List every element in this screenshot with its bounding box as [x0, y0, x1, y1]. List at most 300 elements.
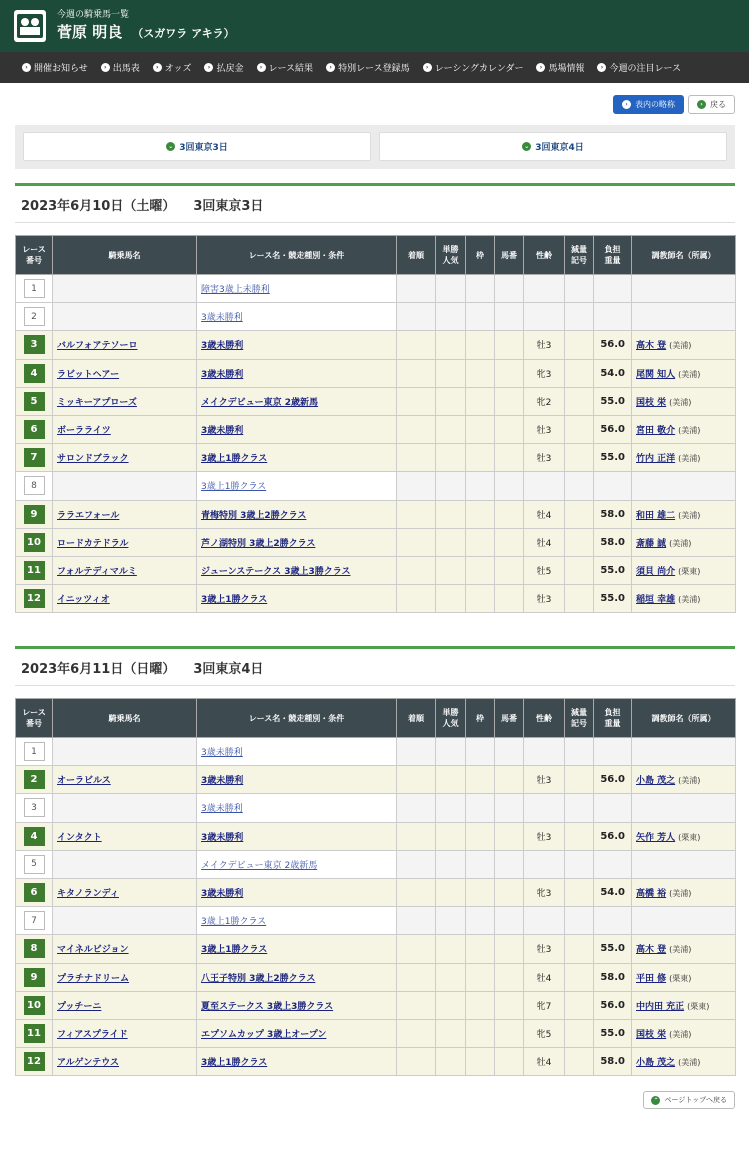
horse-link[interactable]: ミッキーアプローズ: [57, 397, 137, 408]
weight-cell: 56.0: [594, 331, 632, 359]
horse-link[interactable]: プラチナドリーム: [57, 973, 130, 984]
table-row: [16, 359, 736, 387]
race-number[interactable]: 5: [24, 392, 45, 411]
race-number[interactable]: 11: [24, 561, 45, 580]
table-row: [16, 415, 736, 443]
trainer-cell: [632, 991, 736, 1019]
sex-age-cell: 牝2: [524, 387, 565, 415]
sex-age-cell: 牡5: [524, 556, 565, 584]
race-link[interactable]: 3歳上1勝クラス: [201, 454, 268, 465]
column-header: [594, 699, 632, 738]
column-header-part: 負担: [604, 708, 621, 717]
nav-item-5[interactable]: [326, 61, 410, 74]
race-link[interactable]: 夏至ステークス 3歳上3勝クラス: [201, 1001, 334, 1012]
anchor-day-4[interactable]: [379, 132, 727, 161]
horse-link[interactable]: イニッツィオ: [57, 595, 110, 606]
race-number[interactable]: 10: [24, 533, 45, 552]
column-header-part: 記号: [571, 719, 587, 728]
empty-cell: [495, 822, 524, 850]
race-link[interactable]: 3歳上1勝クラス: [201, 482, 267, 493]
weight-loss-cell: [565, 991, 594, 1019]
race-number[interactable]: 9: [24, 505, 45, 524]
race-link[interactable]: 3歳未勝利: [201, 369, 244, 380]
day-heading: [15, 646, 735, 686]
horse-cell: [53, 303, 197, 331]
horse-cell: [53, 738, 197, 766]
sex-age-cell: 牝3: [524, 359, 565, 387]
trainer-cell: [632, 359, 736, 387]
horse-cell: [53, 472, 197, 500]
weight-loss-cell: [565, 1048, 594, 1076]
trainer-link[interactable]: 稲垣 幸雄: [636, 595, 676, 606]
day-anchor-links: [15, 125, 735, 169]
empty-cell: [466, 907, 495, 935]
trainer-affiliation: (栗東): [669, 973, 692, 983]
empty-cell: [495, 528, 524, 556]
column-header: [436, 236, 466, 275]
race-link[interactable]: メイクデビュー東京 2歳新馬: [201, 397, 319, 408]
column-header-label: 枠: [476, 713, 484, 723]
sex-age-cell: [524, 794, 565, 822]
race-link[interactable]: 障害3歳上未勝利: [201, 285, 270, 296]
nav-item-0[interactable]: [22, 61, 88, 74]
trainer-affiliation: (美浦): [678, 426, 701, 436]
race-link[interactable]: 3歳未勝利: [201, 804, 243, 815]
weight-cell: 55.0: [594, 935, 632, 963]
empty-cell: [436, 850, 466, 878]
empty-cell: [397, 738, 436, 766]
weight-cell: 56.0: [594, 822, 632, 850]
sex-age-cell: 牡3: [524, 822, 565, 850]
chevron-down-icon: ⌄: [168, 143, 174, 150]
empty-cell: [466, 991, 495, 1019]
weight-cell: 56.0: [594, 766, 632, 794]
sex-age-cell: 牡3: [524, 766, 565, 794]
race-link[interactable]: 3歳上1勝クラス: [201, 917, 267, 928]
sex-age-cell: [524, 472, 565, 500]
horse-cell: [53, 935, 197, 963]
race-cell: [197, 528, 397, 556]
horse-link[interactable]: ララエフォール: [57, 510, 120, 521]
race-link[interactable]: 3歳上1勝クラス: [201, 595, 268, 606]
trainer-link[interactable]: 高橋 裕: [636, 889, 667, 900]
race-number[interactable]: 12: [24, 1052, 45, 1071]
race-link[interactable]: 3歳未勝利: [201, 426, 244, 437]
nav-item-3[interactable]: [204, 61, 243, 74]
empty-cell: [466, 303, 495, 331]
horse-cell: [53, 585, 197, 613]
trainer-link[interactable]: 国枝 栄: [636, 397, 667, 408]
empty-cell: [397, 991, 436, 1019]
empty-cell: [466, 556, 495, 584]
horse-link[interactable]: キタノランディ: [57, 889, 119, 900]
race-cell: [197, 472, 397, 500]
column-header-label: レース名・競走種別・条件: [248, 713, 345, 723]
race-cell: [197, 500, 397, 528]
nav-item-label: 払戻金: [216, 64, 244, 74]
empty-cell: [495, 359, 524, 387]
race-link[interactable]: 3歳未勝利: [201, 776, 244, 787]
race-number[interactable]: 2: [24, 770, 45, 789]
race-table: [15, 235, 736, 613]
weight-cell: [594, 738, 632, 766]
empty-cell: [436, 415, 466, 443]
table-row: [16, 766, 736, 794]
empty-cell: [397, 822, 436, 850]
trainer-link[interactable]: 須貝 尚介: [636, 566, 676, 577]
empty-cell: [397, 585, 436, 613]
race-link[interactable]: 3歳未勝利: [201, 889, 244, 900]
table-row: [16, 991, 736, 1019]
empty-cell: [495, 907, 524, 935]
column-header: [197, 236, 397, 275]
race-number[interactable]: 3: [24, 798, 45, 817]
trainer-link[interactable]: 小島 茂之: [636, 776, 676, 787]
horse-cell: [53, 822, 197, 850]
horse-cell: [53, 907, 197, 935]
race-number[interactable]: 5: [24, 855, 45, 874]
trainer-affiliation: (栗東): [678, 566, 701, 576]
table-row: [16, 850, 736, 878]
race-cell: [197, 907, 397, 935]
table-row: [16, 1048, 736, 1076]
trainer-link[interactable]: 宮田 敬介: [636, 426, 676, 437]
column-header-label: 馬番: [501, 250, 517, 260]
empty-cell: [466, 1019, 495, 1047]
nav-item-6[interactable]: [423, 61, 524, 74]
column-header-part: 記号: [571, 256, 587, 265]
horse-link[interactable]: バルフォアテソーロ: [57, 341, 138, 352]
race-link[interactable]: 3歳未勝利: [201, 748, 243, 759]
nav-item-1[interactable]: [101, 61, 140, 74]
anchor-day-3[interactable]: [23, 132, 371, 161]
horse-cell: [53, 991, 197, 1019]
trainer-affiliation: (美浦): [669, 538, 692, 548]
global-nav: [0, 52, 749, 83]
nav-item-4[interactable]: [257, 61, 314, 74]
column-header: [53, 236, 197, 275]
weight-cell: [594, 275, 632, 303]
trainer-link[interactable]: 和田 雄二: [636, 510, 676, 521]
empty-cell: [466, 472, 495, 500]
empty-cell: [397, 850, 436, 878]
horse-link[interactable]: ラビットヘアー: [57, 369, 120, 380]
weight-loss-cell: [565, 500, 594, 528]
race-cell: [197, 303, 397, 331]
race-number[interactable]: 1: [24, 279, 45, 298]
horse-link[interactable]: オーラビルス: [57, 776, 111, 787]
empty-cell: [436, 500, 466, 528]
empty-cell: [436, 359, 466, 387]
trainer-link[interactable]: 平田 修: [636, 973, 667, 984]
trainer-link[interactable]: 高木 登: [636, 341, 667, 352]
trainer-affiliation: (美浦): [669, 945, 692, 955]
weight-cell: [594, 794, 632, 822]
race-link[interactable]: 3歳上1勝クラス: [201, 1058, 268, 1069]
column-header-label: 騎乗馬名: [108, 250, 141, 260]
race-cell: [197, 359, 397, 387]
empty-cell: [436, 331, 466, 359]
race-cell: [197, 585, 397, 613]
column-header-part: 重量: [604, 256, 621, 265]
race-link[interactable]: 青梅特別 3歳上2勝クラス: [201, 510, 307, 521]
race-number[interactable]: 3: [24, 335, 45, 354]
column-header-part: 番号: [26, 256, 42, 265]
horse-cell: [53, 963, 197, 991]
race-number-cell: [16, 878, 53, 906]
column-header: [495, 236, 524, 275]
nav-item-label: 開催お知らせ: [34, 64, 88, 74]
empty-cell: [397, 556, 436, 584]
race-number[interactable]: 10: [24, 996, 45, 1015]
race-link[interactable]: 3歳未勝利: [201, 341, 244, 352]
trainer-link[interactable]: 尾関 知人: [636, 369, 676, 380]
race-link[interactable]: メイクデビュー東京 2歳新馬: [201, 860, 318, 871]
day-date: 2023年6月11日（日曜）: [21, 661, 176, 677]
empty-cell: [397, 1048, 436, 1076]
sex-age-cell: 牡4: [524, 528, 565, 556]
empty-cell: [436, 585, 466, 613]
race-cell: [197, 991, 397, 1019]
empty-cell: [436, 878, 466, 906]
page-top-button[interactable]: [643, 1091, 735, 1109]
race-link[interactable]: 芦ノ湖特別 3歳上2勝クラス: [201, 538, 316, 549]
table-row: [16, 444, 736, 472]
trainer-cell: [632, 935, 736, 963]
empty-cell: [397, 331, 436, 359]
empty-cell: [495, 500, 524, 528]
column-header: [632, 699, 736, 738]
trainer-cell: [632, 528, 736, 556]
sex-age-cell: 牡3: [524, 935, 565, 963]
empty-cell: [495, 991, 524, 1019]
horse-link[interactable]: サロンドブラック: [57, 454, 129, 465]
race-cell: [197, 822, 397, 850]
nav-item-label: レース結果: [268, 64, 314, 74]
nav-item-label: 特別レース登録馬: [338, 64, 410, 74]
chevron-down-icon: ⌄: [524, 143, 530, 150]
horse-link[interactable]: インタクト: [57, 832, 102, 843]
race-number-cell: [16, 303, 53, 331]
back-button[interactable]: [688, 95, 735, 114]
race-cell: [197, 794, 397, 822]
weight-loss-cell: [565, 472, 594, 500]
empty-cell: [466, 766, 495, 794]
race-link[interactable]: 3歳未勝利: [201, 832, 244, 843]
column-header: [466, 699, 495, 738]
trainer-link[interactable]: 小島 茂之: [636, 1058, 676, 1069]
race-number[interactable]: 12: [24, 589, 45, 608]
weight-cell: 54.0: [594, 878, 632, 906]
empty-cell: [397, 415, 436, 443]
weight-loss-cell: [565, 822, 594, 850]
chevron-right-icon: ›: [101, 63, 110, 72]
column-header-part: 減量: [571, 245, 587, 254]
column-header-label: レース名・競走種別・条件: [248, 250, 345, 260]
sex-age-cell: 牝3: [524, 878, 565, 906]
weight-loss-cell: [565, 275, 594, 303]
trainer-link[interactable]: 竹内 正洋: [636, 454, 676, 465]
column-header: [16, 236, 53, 275]
empty-cell: [495, 556, 524, 584]
column-header: [436, 699, 466, 738]
race-link[interactable]: エプソムカップ 3歳上オープン: [201, 1029, 327, 1040]
nav-item-label: 今週の注目レース: [609, 64, 682, 74]
legend-button-label: 表内の略称: [635, 100, 675, 109]
empty-cell: [466, 822, 495, 850]
race-number[interactable]: 6: [24, 883, 45, 902]
empty-cell: [436, 794, 466, 822]
race-number-cell: [16, 991, 53, 1019]
race-link[interactable]: 3歳上1勝クラス: [201, 945, 268, 956]
race-link[interactable]: 八王子特別 3歳上2勝クラス: [201, 973, 316, 984]
empty-cell: [397, 766, 436, 794]
day-course: 3回東京4日: [193, 661, 264, 677]
column-header-label: 調教師名（所属）: [651, 713, 716, 723]
table-row: [16, 738, 736, 766]
trainer-affiliation: (美浦): [678, 510, 701, 520]
weight-loss-cell: [565, 387, 594, 415]
race-number[interactable]: 11: [24, 1024, 45, 1043]
sex-age-cell: 牡3: [524, 585, 565, 613]
horse-cell: [53, 878, 197, 906]
horse-link[interactable]: プッチーニ: [57, 1001, 102, 1012]
column-header-label: 着順: [408, 250, 424, 260]
horse-cell: [53, 275, 197, 303]
chevron-right-icon: ›: [697, 100, 706, 109]
weight-cell: 55.0: [594, 585, 632, 613]
empty-cell: [436, 303, 466, 331]
race-number[interactable]: 1: [24, 742, 45, 761]
empty-cell: [436, 387, 466, 415]
sex-age-cell: [524, 850, 565, 878]
horse-link[interactable]: ロードカテドラル: [57, 538, 129, 549]
empty-cell: [495, 738, 524, 766]
chevron-right-icon: ›: [22, 63, 31, 72]
sex-age-cell: 牡4: [524, 500, 565, 528]
column-header: [495, 699, 524, 738]
nav-item-8[interactable]: [597, 61, 681, 74]
horse-link[interactable]: ボーラライツ: [57, 426, 111, 437]
column-header-label: 性齢: [536, 250, 552, 260]
empty-cell: [495, 1019, 524, 1047]
anchor-day-4-label: 3回東京4日: [535, 143, 584, 153]
horse-link[interactable]: フォルテディマルミ: [57, 566, 137, 577]
empty-cell: [436, 822, 466, 850]
trainer-cell: [632, 500, 736, 528]
trainer-cell: [632, 387, 736, 415]
weight-cell: 56.0: [594, 415, 632, 443]
weight-cell: 55.0: [594, 387, 632, 415]
race-number[interactable]: 2: [24, 307, 45, 326]
sex-age-cell: 牝5: [524, 1019, 565, 1047]
race-number[interactable]: 7: [24, 448, 45, 467]
empty-cell: [397, 935, 436, 963]
race-number[interactable]: 9: [24, 968, 45, 987]
nav-item-7[interactable]: [536, 61, 584, 74]
empty-cell: [436, 907, 466, 935]
horse-link[interactable]: フィアスプライド: [57, 1029, 128, 1040]
weight-loss-cell: [565, 415, 594, 443]
race-number[interactable]: 6: [24, 420, 45, 439]
race-cell: [197, 331, 397, 359]
empty-cell: [466, 850, 495, 878]
horse-link[interactable]: マイネルビジョン: [57, 945, 129, 956]
race-cell: [197, 878, 397, 906]
jockey-logo-icon: [14, 10, 46, 42]
trainer-link[interactable]: 中内田 充正: [636, 1001, 685, 1012]
horse-cell: [53, 794, 197, 822]
chevron-right-icon: ›: [622, 100, 631, 109]
table-header-row: [16, 699, 736, 738]
table-row: [16, 556, 736, 584]
race-link[interactable]: ジューンステークス 3歳上3勝クラス: [201, 566, 351, 577]
weight-cell: 55.0: [594, 556, 632, 584]
trainer-cell: [632, 415, 736, 443]
horse-cell: [53, 528, 197, 556]
race-cell: [197, 1019, 397, 1047]
race-number[interactable]: 4: [24, 364, 45, 383]
race-link[interactable]: 3歳未勝利: [201, 313, 243, 324]
empty-cell: [436, 472, 466, 500]
sex-age-cell: [524, 907, 565, 935]
column-header-label: 性齢: [536, 713, 552, 723]
empty-cell: [397, 387, 436, 415]
horse-cell: [53, 1048, 197, 1076]
trainer-link[interactable]: 矢作 芳人: [636, 832, 676, 843]
day-course: 3回東京3日: [193, 198, 264, 214]
weight-loss-cell: [565, 738, 594, 766]
empty-cell: [397, 275, 436, 303]
nav-item-2[interactable]: [153, 61, 192, 74]
empty-cell: [466, 738, 495, 766]
race-number-cell: [16, 766, 53, 794]
empty-cell: [397, 963, 436, 991]
race-number-cell: [16, 850, 53, 878]
legend-button[interactable]: [613, 95, 684, 114]
race-number[interactable]: 4: [24, 827, 45, 846]
column-header: [197, 699, 397, 738]
empty-cell: [495, 766, 524, 794]
race-number-cell: [16, 415, 53, 443]
empty-cell: [466, 585, 495, 613]
empty-cell: [466, 359, 495, 387]
weight-loss-cell: [565, 963, 594, 991]
empty-cell: [436, 935, 466, 963]
chevron-right-icon: ›: [536, 63, 545, 72]
trainer-link[interactable]: 高木 登: [636, 945, 667, 956]
horse-link[interactable]: アルゲンテウス: [57, 1058, 120, 1069]
race-number[interactable]: 7: [24, 911, 45, 930]
race-number[interactable]: 8: [24, 939, 45, 958]
trainer-link[interactable]: 国枝 栄: [636, 1029, 667, 1040]
empty-cell: [466, 878, 495, 906]
table-row: [16, 878, 736, 906]
column-header-label: 着順: [408, 713, 424, 723]
page-top-label: ページトップへ戻る: [664, 1096, 727, 1104]
race-number-cell: [16, 1048, 53, 1076]
trainer-link[interactable]: 斎藤 誠: [636, 538, 667, 549]
empty-cell: [495, 963, 524, 991]
weight-loss-cell: [565, 444, 594, 472]
weight-loss-cell: [565, 850, 594, 878]
empty-cell: [495, 850, 524, 878]
nav-item-label: オッズ: [164, 64, 192, 74]
weight-loss-cell: [565, 766, 594, 794]
race-number[interactable]: 8: [24, 476, 45, 495]
trainer-cell: [632, 444, 736, 472]
trainer-affiliation: (美浦): [678, 369, 701, 379]
